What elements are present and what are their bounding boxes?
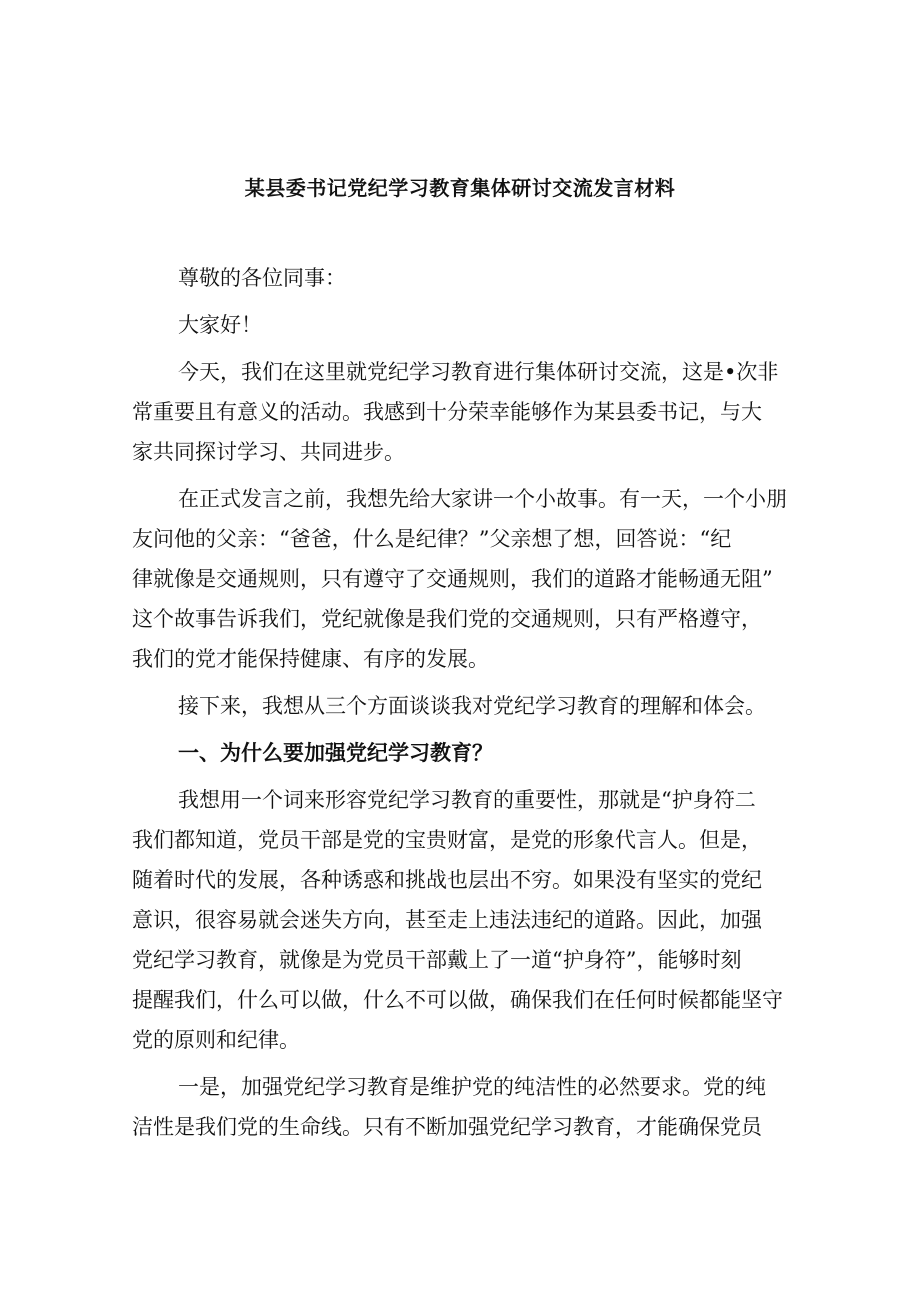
paragraph-3: 接下来，我想从三个方面谈谈我对党纪学习教育的理解和体会。 (178, 694, 766, 718)
paragraph-4-line-3: 随着时代的发展，各种诱惑和挑战也层出不穷。如果没有坚实的党纪 (132, 868, 762, 892)
greeting: 大家好！ (178, 313, 262, 337)
paragraph-1-line-3: 家共同探讨学习、共同进步。 (132, 440, 405, 464)
paragraph-4-line-1: 我想用一个词来形容党纪学习教育的重要性，那就是“护身符二 (178, 788, 756, 812)
document-body (132, 258, 792, 1147)
paragraph-4-line-7: 党的原则和纪律。 (132, 1028, 300, 1052)
paragraph-5-line-1: 一是，加强党纪学习教育是维护党的纯洁性的必然要求。党的纯 (178, 1075, 766, 1099)
document-title: 某县委书记党纪学习教育集体研讨交流发言材料 (244, 176, 676, 200)
paragraph-4-line-6: 提醒我们，什么可以做，什么不可以做，确保我们在任何时候都能坚守 (132, 988, 783, 1012)
salutation: 尊敬的各位同事： (178, 266, 346, 290)
paragraph-2-line-2: 友问他的父亲：“爸爸，什么是纪律？”父亲想了想，回答说：“纪 (132, 527, 732, 551)
paragraph-4-line-5: 党纪学习教育，就像是为党员干部戴上了一道“护身符”，能够时刻 (132, 948, 742, 972)
paragraph-2-line-4: 这个故事告诉我们，党纪就像是我们党的交通规则，只有严格遵守， (132, 607, 762, 631)
paragraph-1-line-1: 今天，我们在这里就党纪学习教育进行集体研讨交流，这是•次非 (178, 360, 779, 384)
paragraph-4-line-4: 意识，很容易就会迷失方向，甚至走上违法违纪的道路。因此，加强 (132, 908, 762, 932)
paragraph-1-line-2: 常重要且有意义的活动。我感到十分荣幸能够作为某县委书记，与大 (132, 400, 762, 424)
paragraph-2-line-5: 我们的党才能保持健康、有序的发展。 (132, 647, 489, 671)
paragraph-5-line-2: 洁性是我们党的生命线。只有不断加强党纪学习教育，才能确保党员 (132, 1115, 762, 1139)
paragraph-2-line-3: 律就像是交通规则，只有遵守了交通规则，我们的道路才能畅通无阻” (132, 567, 773, 591)
paragraph-4-line-2: 我们都知道，党员干部是党的宝贵财富，是党的形象代言人。但是， (132, 828, 762, 852)
section-heading-1: 一、为什么要加强党纪学习教育？ (178, 740, 493, 765)
paragraph-2-line-1: 在正式发言之前，我想先给大家讲一个小故事。有一天，一个小朋 (178, 487, 787, 511)
